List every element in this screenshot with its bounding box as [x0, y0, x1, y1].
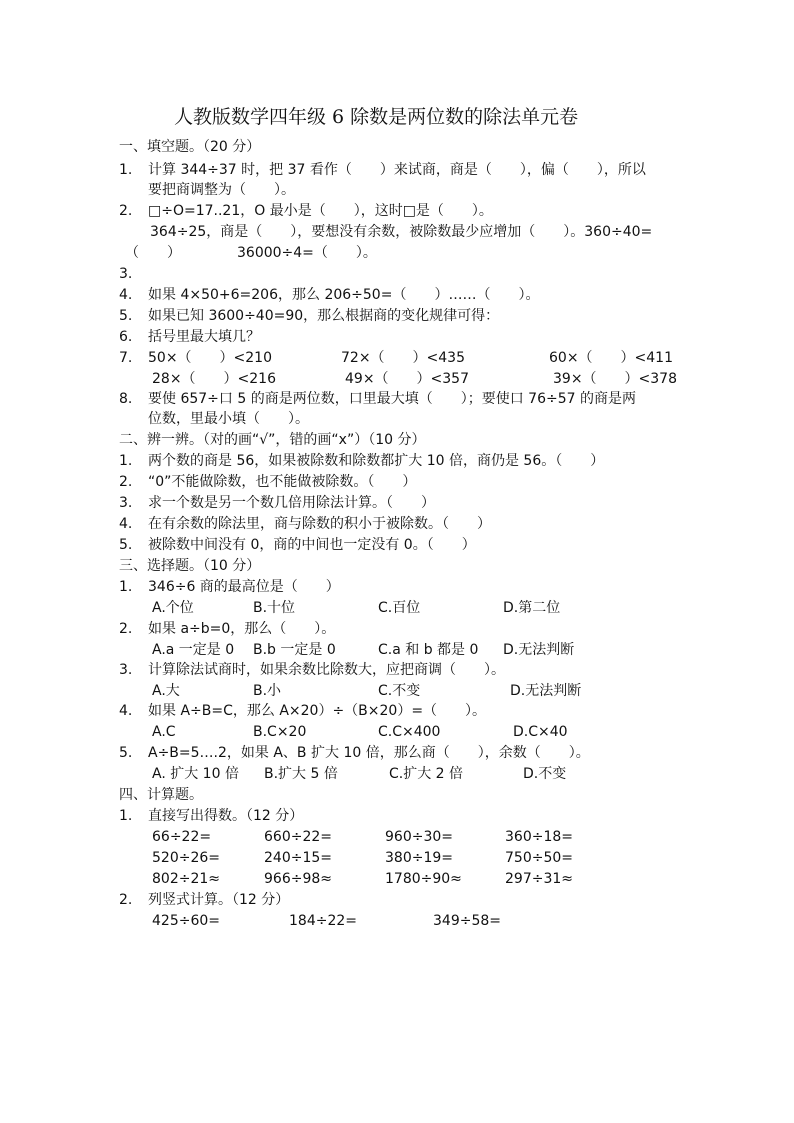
s1-q7-item: 28×（ ）<216 [152, 371, 276, 387]
s3-question: 计算除法试商时，如果余数比除数大，应把商调（ ）。 [148, 662, 505, 678]
q-number: 3. [119, 495, 133, 511]
section-1-heading: 一、填空题。（20 分） [119, 139, 261, 155]
s3-option: A. 扩大 10 倍 [152, 766, 239, 782]
s3-question: 如果 a÷b=0，那么（ ）。 [148, 621, 336, 637]
s3-option: A.大 [152, 683, 180, 699]
s1-q7-item: 49×（ ）<357 [345, 371, 469, 387]
s3-option: C.百位 [378, 600, 421, 616]
s3-question: 如果 A÷B=C，那么 A×20）÷（B×20）=（ ）。 [148, 703, 487, 719]
s3-option: B.扩大 5 倍 [264, 766, 338, 782]
s3-option: B.十位 [253, 600, 296, 616]
q-number: 7. [119, 350, 133, 366]
q-number: 5. [119, 537, 133, 553]
section-3-heading: 三、选择题。（10 分） [119, 558, 261, 574]
calc-item: 520÷26= [152, 850, 220, 866]
s3-option: D.无法判断 [510, 683, 582, 699]
calc-item: 966÷98≈ [264, 871, 332, 887]
calc-item: 297÷31≈ [505, 871, 573, 887]
s3-option: C.C×400 [378, 724, 441, 740]
calc-item: 380÷19= [385, 850, 453, 866]
q-number: 4. [119, 287, 133, 303]
s3-option: D.不变 [523, 766, 567, 782]
s1-q1-line2: 要把商调整为（ ）。 [148, 182, 295, 198]
vertical-calc-item: 184÷22= [289, 913, 357, 929]
s3-option: B.b 一定是 0 [253, 642, 336, 658]
q-number: 4. [119, 703, 133, 719]
q-number: 1. [119, 808, 133, 824]
s3-option: D.第二位 [503, 600, 561, 616]
calc-item: 240÷15= [264, 850, 332, 866]
q-number: 6. [119, 329, 133, 345]
s4-q2: 列竖式计算。（12 分） [148, 892, 290, 908]
s1-q8-line2: 位数，里最小填（ ）。 [148, 411, 309, 427]
vertical-calc-item: 349÷58= [433, 913, 501, 929]
calc-item: 750÷50= [505, 850, 573, 866]
s3-option: C.a 和 b 都是 0 [378, 642, 479, 658]
vertical-calc-item: 425÷60= [152, 913, 220, 929]
calc-item: 660÷22= [264, 829, 332, 845]
s3-option: C.扩大 2 倍 [389, 766, 464, 782]
s2-item: 被除数中间没有 0，商的中间也一定没有 0。（ ） [148, 537, 476, 553]
s3-option: B.C×20 [253, 724, 307, 740]
calc-item: 802÷21≈ [152, 871, 220, 887]
s1-q7-item: 72×（ ）<435 [341, 350, 465, 366]
s2-item: 两个数的商是 56，如果被除数和除数都扩大 10 倍，商仍是 56。（ ） [148, 453, 605, 469]
q-number: 2. [119, 892, 133, 908]
q-number: 4. [119, 516, 133, 532]
s3-option: A.a 一定是 0 [152, 642, 235, 658]
s3-option: D.C×40 [513, 724, 568, 740]
s1-q4: 如果 4×50+6=206，那么 206÷50=（ ）……（ ）。 [148, 287, 540, 303]
q-number: 3. [119, 662, 133, 678]
s4-q1: 直接写出得数。（12 分） [148, 808, 304, 824]
section-4-heading: 四、计算题。 [119, 787, 203, 803]
s3-option: B.小 [253, 683, 282, 699]
s1-q2: □÷O=17..21，O 最小是（ ），这时□是（ ）。 [148, 203, 493, 219]
s2-item: 求一个数是另一个数几倍用除法计算。（ ） [148, 495, 435, 511]
s3-option: D.无法判断 [503, 642, 575, 658]
s3-option: A.个位 [152, 600, 194, 616]
section-2-heading: 二、辨一辨。（对的画“√”，错的画“x”）（10 分） [119, 432, 426, 448]
s1-q6: 括号里最大填几？ [148, 329, 260, 345]
s1-q1-line1: 计算 344÷37 时，把 37 看作（ ）来试商，商是（ ），偏（ ），所以 [148, 162, 646, 178]
s2-item: “0”不能做除数，也不能做被除数。（ ） [148, 474, 417, 490]
s1-q7-item: 60×（ ）<411 [549, 350, 673, 366]
calc-item: 66÷22= [152, 829, 212, 845]
s3-question: A÷B=5….2，如果 A、B 扩大 10 倍，那么商（ ），余数（ ）。 [148, 745, 590, 761]
q-number: 5. [119, 308, 133, 324]
q-number: 8. [119, 391, 133, 407]
s1-q5: 如果已知 3600÷40=90，那么根据商的变化规律可得： [148, 308, 500, 324]
calc-item: 360÷18= [505, 829, 573, 845]
s3-option: A.C [152, 724, 176, 740]
q-number: 1. [119, 453, 133, 469]
calc-item: 1780÷90≈ [385, 871, 462, 887]
q-number: 1. [119, 579, 133, 595]
s1-q3-paren: （ ） [125, 245, 181, 261]
q-number: 5. [119, 745, 133, 761]
page-title: 人教版数学四年级 6 除数是两位数的除法单元卷 [174, 106, 579, 128]
q-number: 2. [119, 474, 133, 490]
q-number: 2. [119, 203, 133, 219]
s2-item: 在有余数的除法里，商与除数的积小于被除数。（ ） [148, 516, 491, 532]
s1-q3-line1: 364÷25，商是（ ），要想没有余数，被除数最少应增加（ ）。360÷40= [150, 224, 653, 240]
s1-q7-item: 50×（ ）<210 [148, 350, 272, 366]
s3-option: C.不变 [378, 683, 421, 699]
s3-question: 346÷6 商的最高位是（ ） [148, 579, 340, 595]
s1-q7-item: 39×（ ）<378 [553, 371, 677, 387]
s1-q8-line1: 要使 657÷口 5 的商是两位数，口里最大填（ ）；要使口 76÷57 的商是两 [148, 391, 636, 407]
s1-q3-expr: 36000÷4=（ ）。 [237, 245, 377, 261]
q-number: 2. [119, 621, 133, 637]
q-number: 3. [119, 266, 133, 282]
calc-item: 960÷30= [385, 829, 453, 845]
q-number: 1. [119, 162, 133, 178]
